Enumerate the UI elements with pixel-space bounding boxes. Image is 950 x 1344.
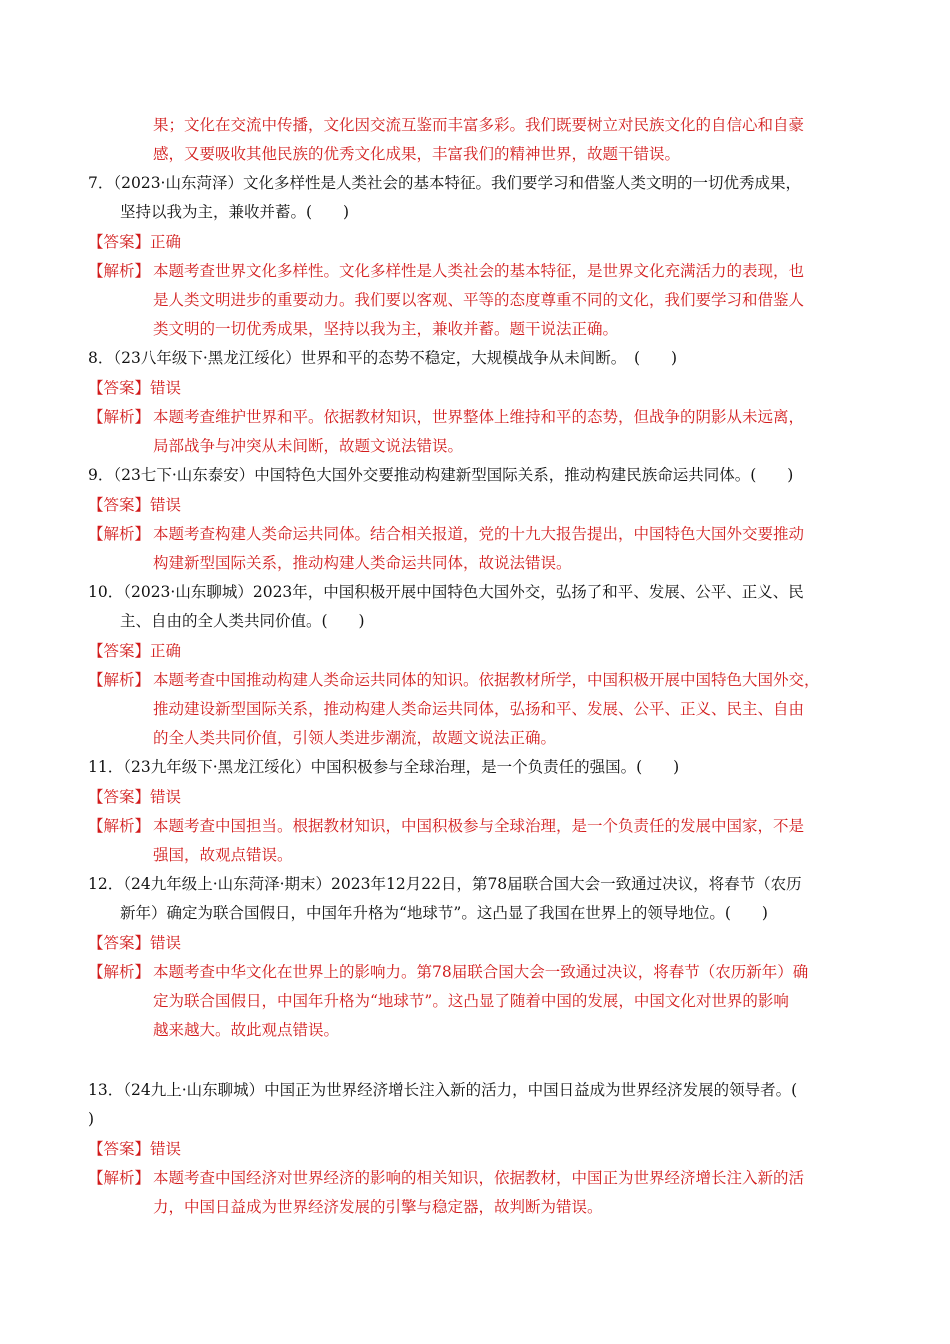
analysis-line: 本题考查中华文化在世界上的影响力。第78届联合国大会一致通过决议，将春节（农历新年）确 <box>153 963 809 981</box>
analysis-line: 局部战争与冲突从未间断，故题文说法错误。 <box>153 437 464 455</box>
question-line: 坚持以我为主，兼收并蓄。( ) <box>120 203 350 221</box>
answer-value: 错误 <box>150 496 182 514</box>
analysis-line: 本题考查维护世界和平。依据教材知识，世界整体上维持和平的态势，但战争的阴影从未远离， <box>153 408 805 426</box>
answer-row <box>88 640 181 662</box>
question-line: 新年）确定为联合国假日，中国年升格为“地球节”。这凸显了我国在世界上的领导地位。( ) <box>120 904 768 922</box>
question-line: 主、自由的全人类共同价值。( ) <box>120 612 365 630</box>
answer-label: 【答案】 <box>88 379 151 397</box>
analysis-line: 推动建设新型国际关系，推动构建人类命运共同体，弘扬和平、发展、公平、正义、民主、自由 <box>153 700 805 718</box>
answer-row <box>88 932 181 954</box>
answer-row <box>88 377 181 399</box>
analysis-label: 【解析】 <box>88 963 151 981</box>
answer-row <box>88 231 181 253</box>
analysis-line: 本题考查世界文化多样性。文化多样性是人类社会的基本特征，是世界文化充满活力的表现，也 <box>153 262 805 280</box>
answer-row <box>88 494 181 516</box>
analysis-line: 本题考查构建人类命运共同体。结合相关报道，党的十九大报告提出，中国特色大国外交要推动 <box>153 525 805 543</box>
analysis-line: 强国，故观点错误。 <box>153 846 293 864</box>
analysis-label: 【解析】 <box>88 1169 151 1187</box>
analysis-label: 【解析】 <box>88 525 151 543</box>
analysis-line: 越来越大。故此观点错误。 <box>153 1021 340 1039</box>
answer-label: 【答案】 <box>88 934 151 952</box>
answer-value: 错误 <box>150 934 182 952</box>
analysis-line: 定为联合国假日，中国年升格为“地球节”。这凸显了随着中国的发展，中国文化对世界的影响 <box>153 992 789 1010</box>
analysis-line: 的全人类共同价值，引领人类进步潮流，故题文说法正确。 <box>153 729 557 747</box>
analysis-line: 力，中国日益成为世界经济发展的引擎与稳定器，故判断为错误。 <box>153 1198 603 1216</box>
answer-label: 【答案】 <box>88 642 151 660</box>
answer-value: 错误 <box>150 1140 182 1158</box>
question-line: 11．（23九年级下·黑龙江绥化）中国积极参与全球治理，是一个负责任的强国。( ) <box>88 758 680 776</box>
continuation-line: 果；文化在交流中传播，文化因交流互鉴而丰富多彩。我们既要树立对民族文化的自信心和自豪 <box>153 116 805 134</box>
answer-label: 【答案】 <box>88 233 151 251</box>
analysis-line: 本题考查中国推动构建人类命运共同体的知识。依据教材所学，中国积极开展中国特色大国外交， <box>153 671 820 689</box>
question-line: 10．（2023·山东聊城）2023年，中国积极开展中国特色大国外交，弘扬了和平、发展、公平、正义、民 <box>88 583 804 601</box>
question-line: 7．（2023·山东菏泽）文化多样性是人类社会的基本特征。我们要学习和借鉴人类文明的一切优秀成果， <box>88 174 801 192</box>
answer-label: 【答案】 <box>88 496 151 514</box>
analysis-line: 本题考查中国担当。根据教材知识，中国积极参与全球治理，是一个负责任的发展中国家，不是 <box>153 817 805 835</box>
analysis-line: 类文明的一切优秀成果，坚持以我为主，兼收并蓄。题干说法正确。 <box>153 320 619 338</box>
analysis-line: 是人类文明进步的重要动力。我们要以客观、平等的态度尊重不同的文化，我们要学习和借鉴人 <box>153 291 805 309</box>
analysis-line: 构建新型国际关系，推动构建人类命运共同体，故说法错误。 <box>153 554 572 572</box>
answer-value: 正确 <box>150 233 182 251</box>
question-line: 8．（23八年级下·黑龙江绥化）世界和平的态势不稳定，大规模战争从未间断。 ( ) <box>88 349 678 367</box>
answer-value: 错误 <box>150 788 182 806</box>
analysis-label: 【解析】 <box>88 817 151 835</box>
analysis-label: 【解析】 <box>88 262 151 280</box>
answer-label: 【答案】 <box>88 788 151 806</box>
answer-row <box>88 1138 181 1160</box>
analysis-label: 【解析】 <box>88 671 151 689</box>
answer-value: 正确 <box>150 642 182 660</box>
analysis-line: 本题考查中国经济对世界经济的影响的相关知识，依据教材，中国正为世界经济增长注入新的活 <box>153 1169 805 1187</box>
answer-value: 错误 <box>150 379 182 397</box>
question-line: ) <box>88 1110 95 1128</box>
question-line: 12．（24九年级上·山东菏泽·期末）2023年12月22日，第78届联合国大会一致通过决议，将春节（农历 <box>88 875 802 893</box>
analysis-label: 【解析】 <box>88 408 151 426</box>
question-line: 13．（24九上·山东聊城）中国正为世界经济增长注入新的活力，中国日益成为世界经济发展的领导者。( <box>88 1081 798 1099</box>
answer-row <box>88 786 181 808</box>
continuation-line: 感，又要吸收其他民族的优秀文化成果，丰富我们的精神世界，故题干错误。 <box>153 145 681 163</box>
answer-label: 【答案】 <box>88 1140 151 1158</box>
question-line: 9．（23七下·山东泰安）中国特色大国外交要推动构建新型国际关系，推动构建民族命运共同体。( ) <box>88 466 794 484</box>
